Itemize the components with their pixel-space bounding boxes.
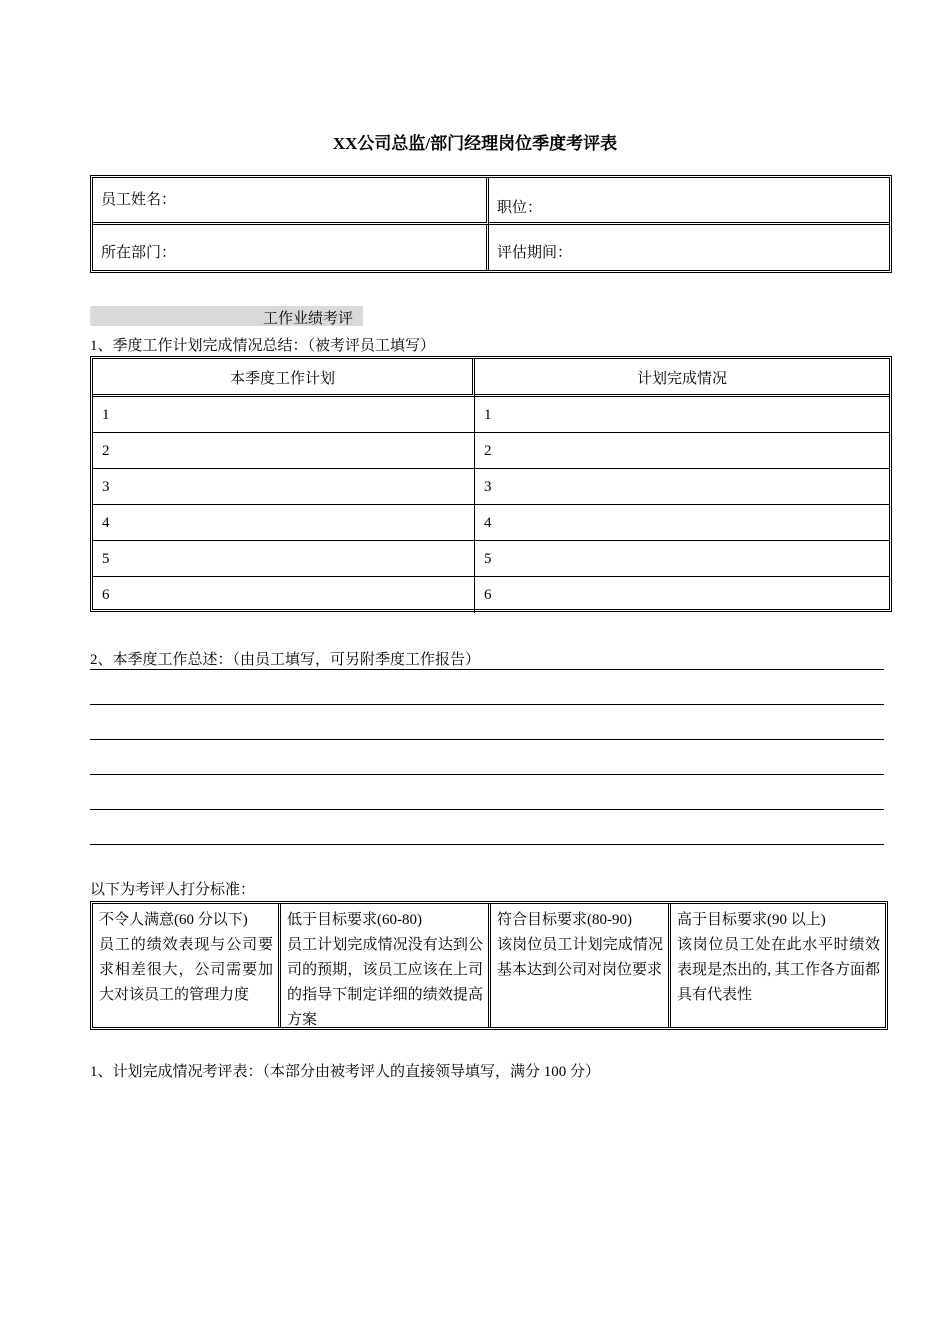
completion-cell[interactable]: 5 <box>484 551 492 567</box>
completion-cell[interactable]: 4 <box>484 515 492 531</box>
table-row <box>93 469 889 505</box>
standard-heading: 不令人满意(60 分以下) <box>99 912 248 928</box>
question-2: 2、本季度工作总述：（由员工填写，可另附季度工作报告） <box>90 652 481 668</box>
table-row <box>93 577 889 613</box>
standard-heading: 低于目标要求(60-80) <box>287 912 422 928</box>
writing-line[interactable] <box>90 809 884 810</box>
writing-line[interactable] <box>90 739 884 740</box>
writing-line[interactable] <box>90 774 884 775</box>
plan-cell[interactable]: 6 <box>93 577 475 613</box>
table-row <box>93 433 889 469</box>
plan-cell[interactable]: 5 <box>93 541 475 576</box>
standard-heading: 符合目标要求(80-90) <box>497 912 632 928</box>
plan-header-left: 本季度工作计划 <box>93 359 475 397</box>
plan-cell[interactable]: 4 <box>93 505 475 540</box>
writing-line[interactable] <box>90 669 884 670</box>
table-row <box>93 397 889 433</box>
plan-header-right: 计划完成情况 <box>475 359 889 397</box>
plan-evaluation-title: 1、计划完成情况考评表：（本部分由被考评人的直接领导填写，满分 100 分） <box>90 1064 601 1080</box>
section-title: 工作业绩考评 <box>263 311 354 327</box>
completion-cell[interactable]: 6 <box>484 587 492 603</box>
question-1: 1、季度工作计划完成情况总结：（被考评员工填写） <box>90 338 436 354</box>
scoring-standards-table <box>90 901 888 1030</box>
writing-line[interactable] <box>90 704 884 705</box>
standard-description: 员工的绩效表现与公司要求相差很大，公司需要加大对该员工的管理力度 <box>99 937 273 1003</box>
standards-title: 以下为考评人打分标准： <box>90 882 256 898</box>
standard-column <box>281 904 491 1027</box>
employee-info-table <box>90 175 892 273</box>
standard-description: 该岗位员工处在此水平时绩效表现是杰出的, 其工作各方面都具有代表性 <box>677 937 880 1003</box>
position-field[interactable]: 职位： <box>489 178 889 225</box>
period-field[interactable]: 评估期间： <box>497 245 573 261</box>
standard-heading: 高于目标要求(90 以上) <box>677 912 826 928</box>
completion-cell[interactable]: 1 <box>484 407 492 423</box>
completion-cell[interactable]: 2 <box>484 443 492 459</box>
standard-column <box>491 904 671 1027</box>
page-title: XX公司总监/部门经理岗位季度考评表 <box>332 134 618 153</box>
employee-name-field[interactable]: 员工姓名： <box>93 178 489 225</box>
plan-table <box>90 356 892 612</box>
completion-cell[interactable]: 3 <box>484 479 492 495</box>
department-field[interactable]: 所在部门： <box>93 225 489 270</box>
writing-line[interactable] <box>90 844 884 845</box>
standard-column <box>93 904 281 1027</box>
standard-description: 该岗位员工计划完成情况基本达到公司对岗位要求 <box>497 937 663 978</box>
plan-cell[interactable]: 2 <box>93 433 475 468</box>
standard-column <box>671 904 885 1027</box>
table-row <box>93 541 889 577</box>
plan-cell[interactable]: 1 <box>93 397 475 432</box>
table-row <box>93 505 889 541</box>
standard-description: 员工计划完成情况没有达到公司的预期，该员工应该在上司的指导下制定详细的绩效提高方案 <box>287 937 483 1028</box>
plan-cell[interactable]: 3 <box>93 469 475 504</box>
